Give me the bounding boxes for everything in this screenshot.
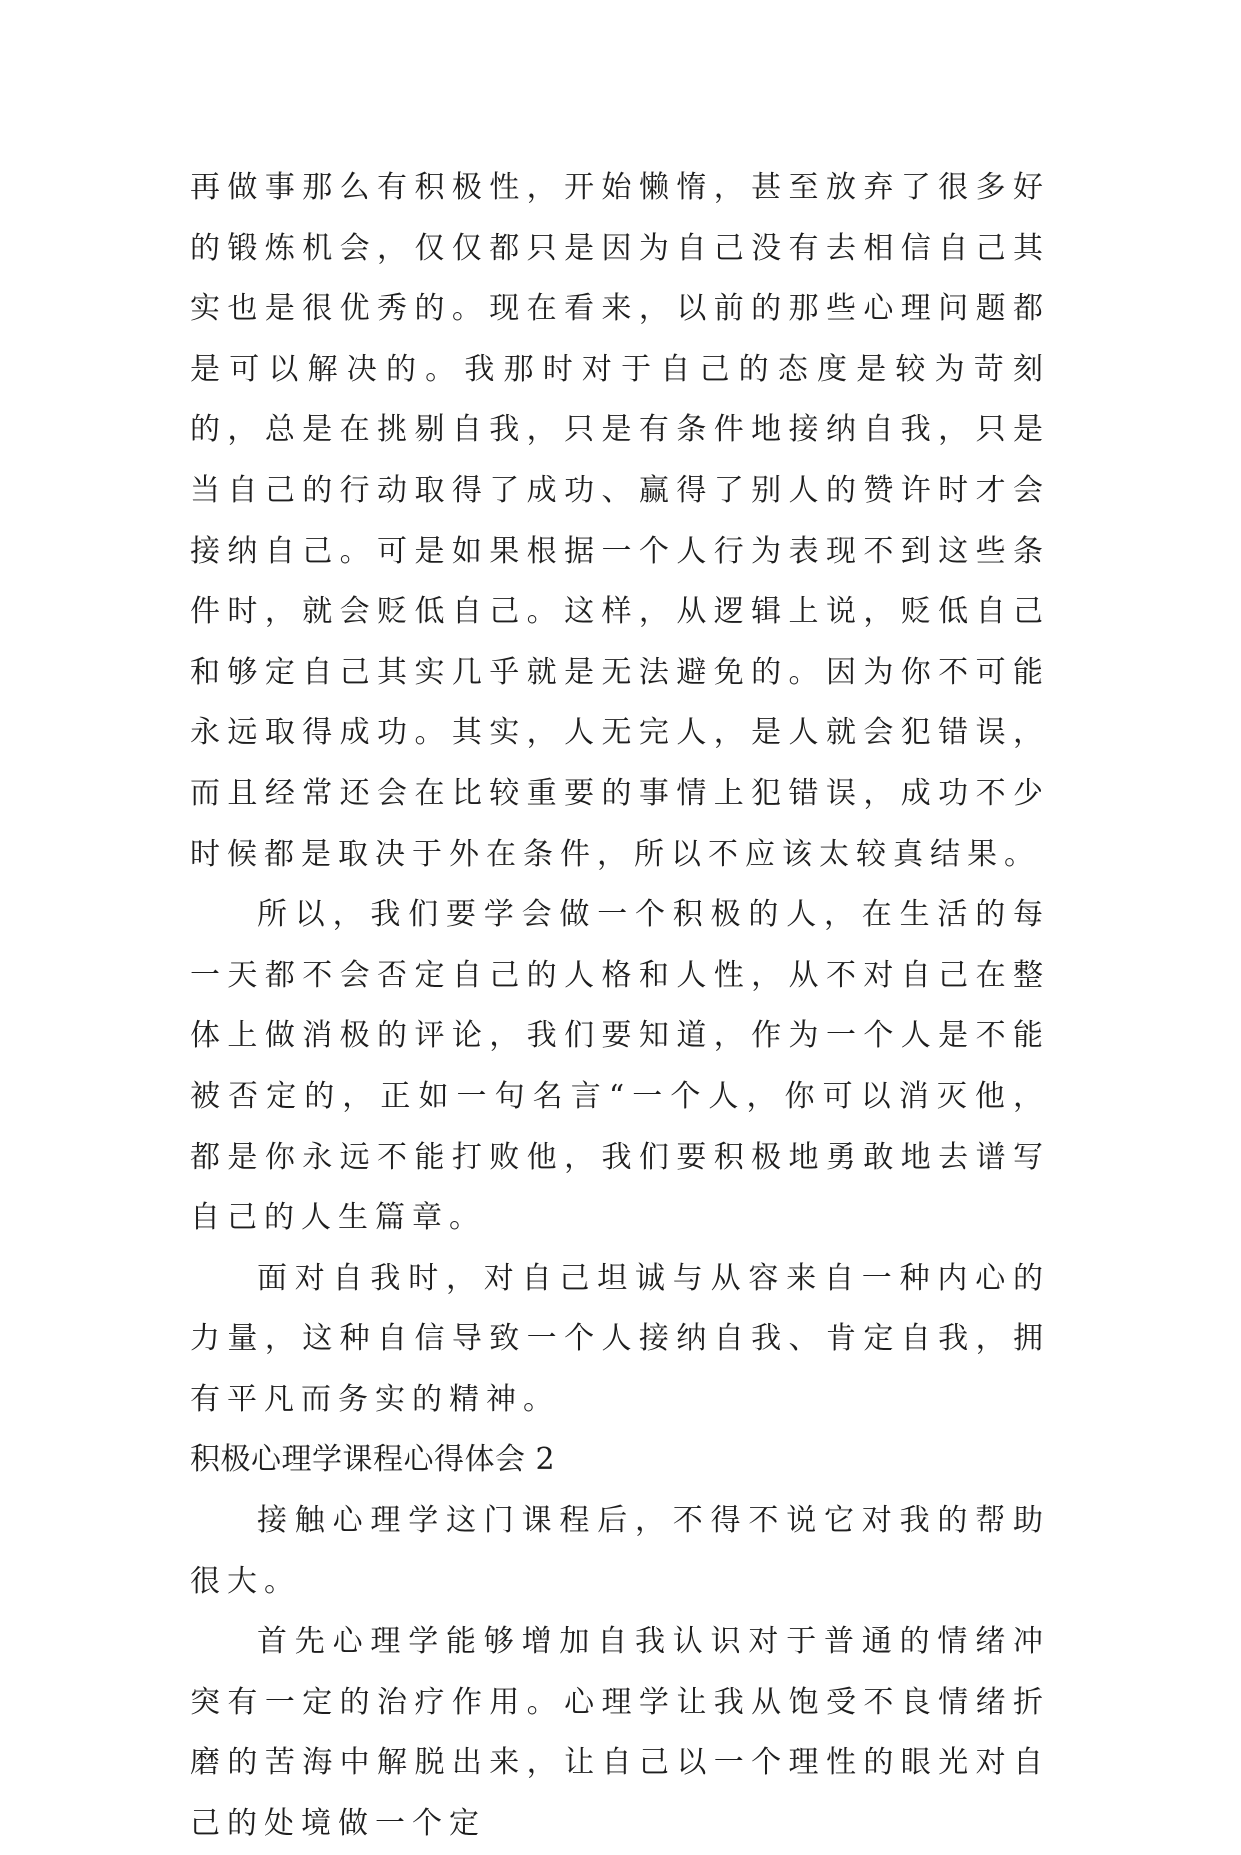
paragraph: 首先心理学能够增加自我认识对于普通的情绪冲突有一定的治疗作用。心理学让我从饱受不良情绪折磨的苦海中解脱出来，让自己以一个理性的眼光对自己的处境做一个定 <box>190 1624 1050 1842</box>
paragraph-continued: 再做事那么有积极性，开始懒惰，甚至放弃了很多好的锻炼机会，仅仅都只是因为自己没有去相信自己其实也是很优秀的。现在看来，以前的那些心理问题都是可以解决的。我那时对于自己的态度是较为苛刻的，总是在挑剔自我，只是有条件地接纳自我，只是当自己的行动取得了成功、赢得了别人的赞许时才会接纳自己。可是如果根据一个人行为表现不到这些条件时，就会贬低自己。这样，从逻辑上说，贬低自己和够定自己其实几乎就是无法避免的。因为你不可能永远取得成功。其实，人无完人，是人就会犯错误，而且经常还会在比较重要的事情上犯错误，成功不少时候都是取决于外在条件，所以不应该太较真结果。 <box>190 170 1050 872</box>
section-heading: 积极心理学课程心得体会 2 <box>190 1442 556 1478</box>
paragraph: 所以，我们要学会做一个积极的人，在生活的每一天都不会否定自己的人格和人性，从不对自己在整体上做消极的评论，我们要知道，作为一个人是不能被否定的，正如一句名言“一个人，你可以消灭他，都是你永远不能打败他，我们要积极地勇敢地去谱写自己的人生篇章。 <box>190 897 1050 1236</box>
paragraph: 接触心理学这门课程后，不得不说它对我的帮助很大。 <box>190 1503 1050 1599</box>
paragraph: 面对自我时，对自己坦诚与从容来自一种内心的力量，这种自信导致一个人接纳自我、肯定自我，拥有平凡而务实的精神。 <box>190 1260 1050 1417</box>
document-body <box>190 158 1050 1855</box>
